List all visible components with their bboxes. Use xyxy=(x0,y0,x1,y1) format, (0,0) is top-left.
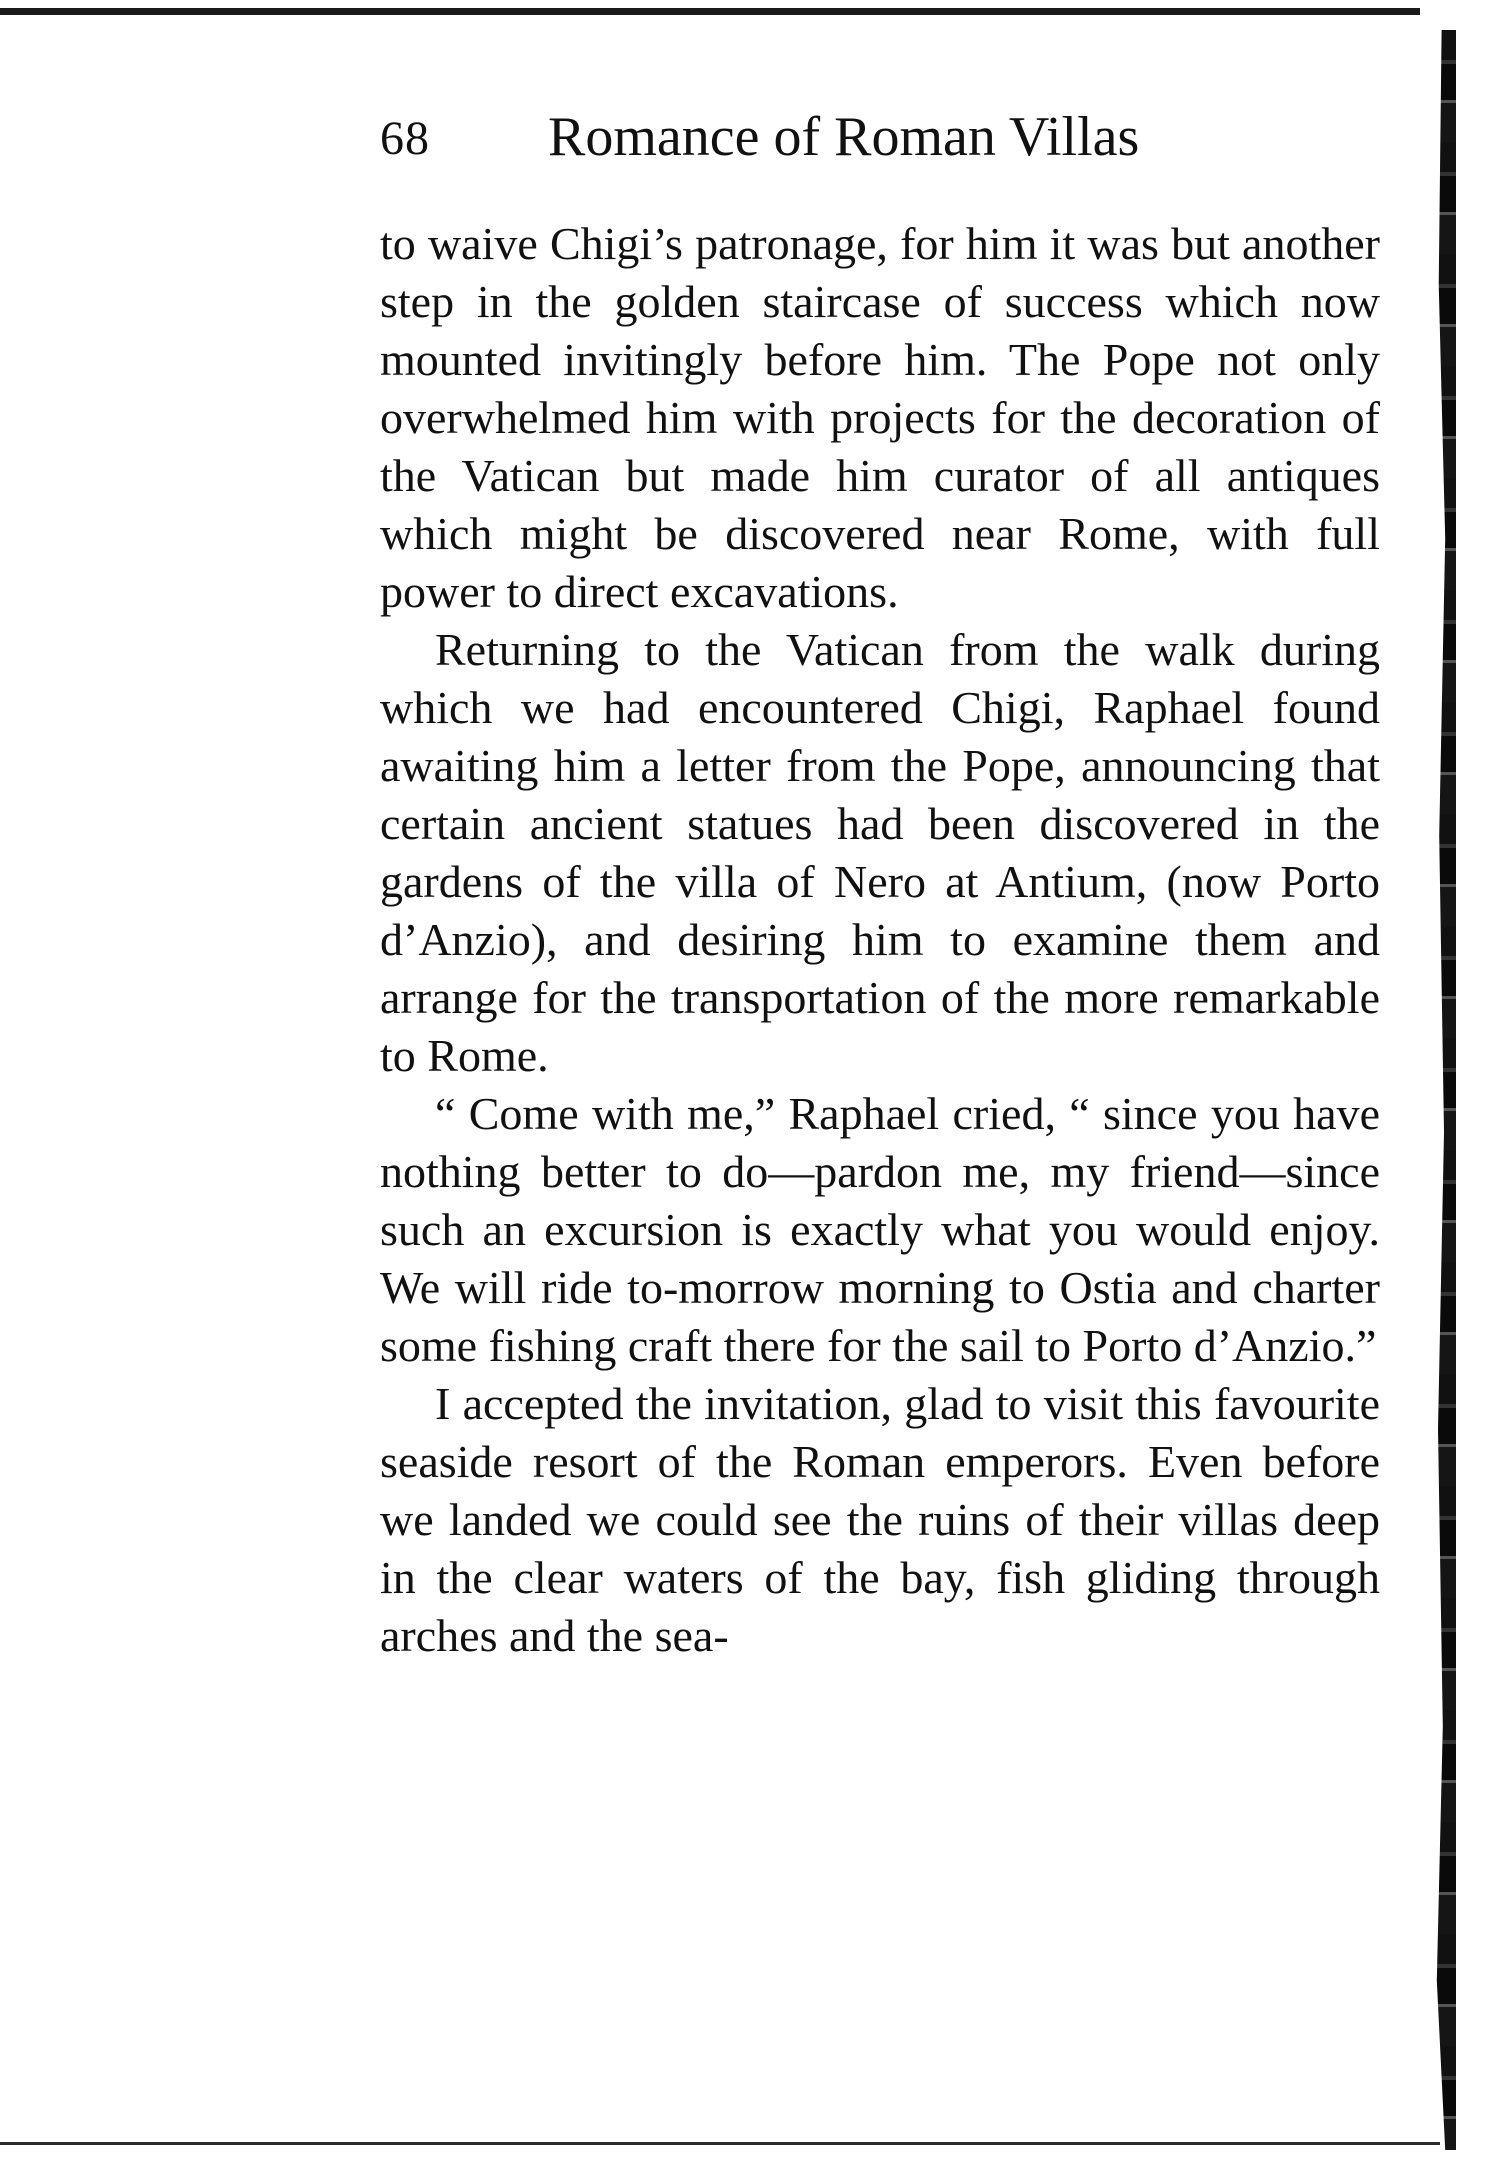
running-head xyxy=(380,105,1380,175)
paragraph-2: Returning to the Vatican from the walk during which we had encountered Chigi, Raphael found awaiting him a letter from the Pope, announcing that certain ancient statues had been discovered in the gardens of the villa of Nero at Antium, (now Porto d’Anzio), and desiring him to examine them and arrange for the transportation of the more remarkable to Rome. xyxy=(380,624,1380,1081)
binding-gutter-shadow xyxy=(1432,30,1456,2150)
top-page-edge xyxy=(0,8,1420,15)
book-title: Romance of Roman Villas xyxy=(548,106,1140,168)
paragraph-1: to waive Chigi’s patronage, for him it was but another step in the golden staircase of success which now mounted invitingly before him. The Pope not only overwhelmed him with projects for the decoration of the Vatican but made him curator of all antiques which might be discovered near Rome, with full power to direct excavations. xyxy=(380,218,1380,617)
bottom-page-edge xyxy=(0,2142,1440,2145)
paragraph-4: I accepted the invitation, glad to visit this favourite seaside resort of the Roman emperors. Even before we landed we could see the ruins of their villas deep in the clear waters of the bay, fish gliding through arches and the sea- xyxy=(380,1378,1380,1661)
page-number: 68 xyxy=(380,112,430,165)
body-text xyxy=(380,215,1380,1665)
paragraph-3: “ Come with me,” Raphael cried, “ since you have nothing better to do—pardon me, my friend—since such an excursion is exactly what you would enjoy. We will ride to-morrow morning to Ostia and charter some fishing craft there for the sail to Porto d’Anzio.” xyxy=(380,1088,1380,1371)
